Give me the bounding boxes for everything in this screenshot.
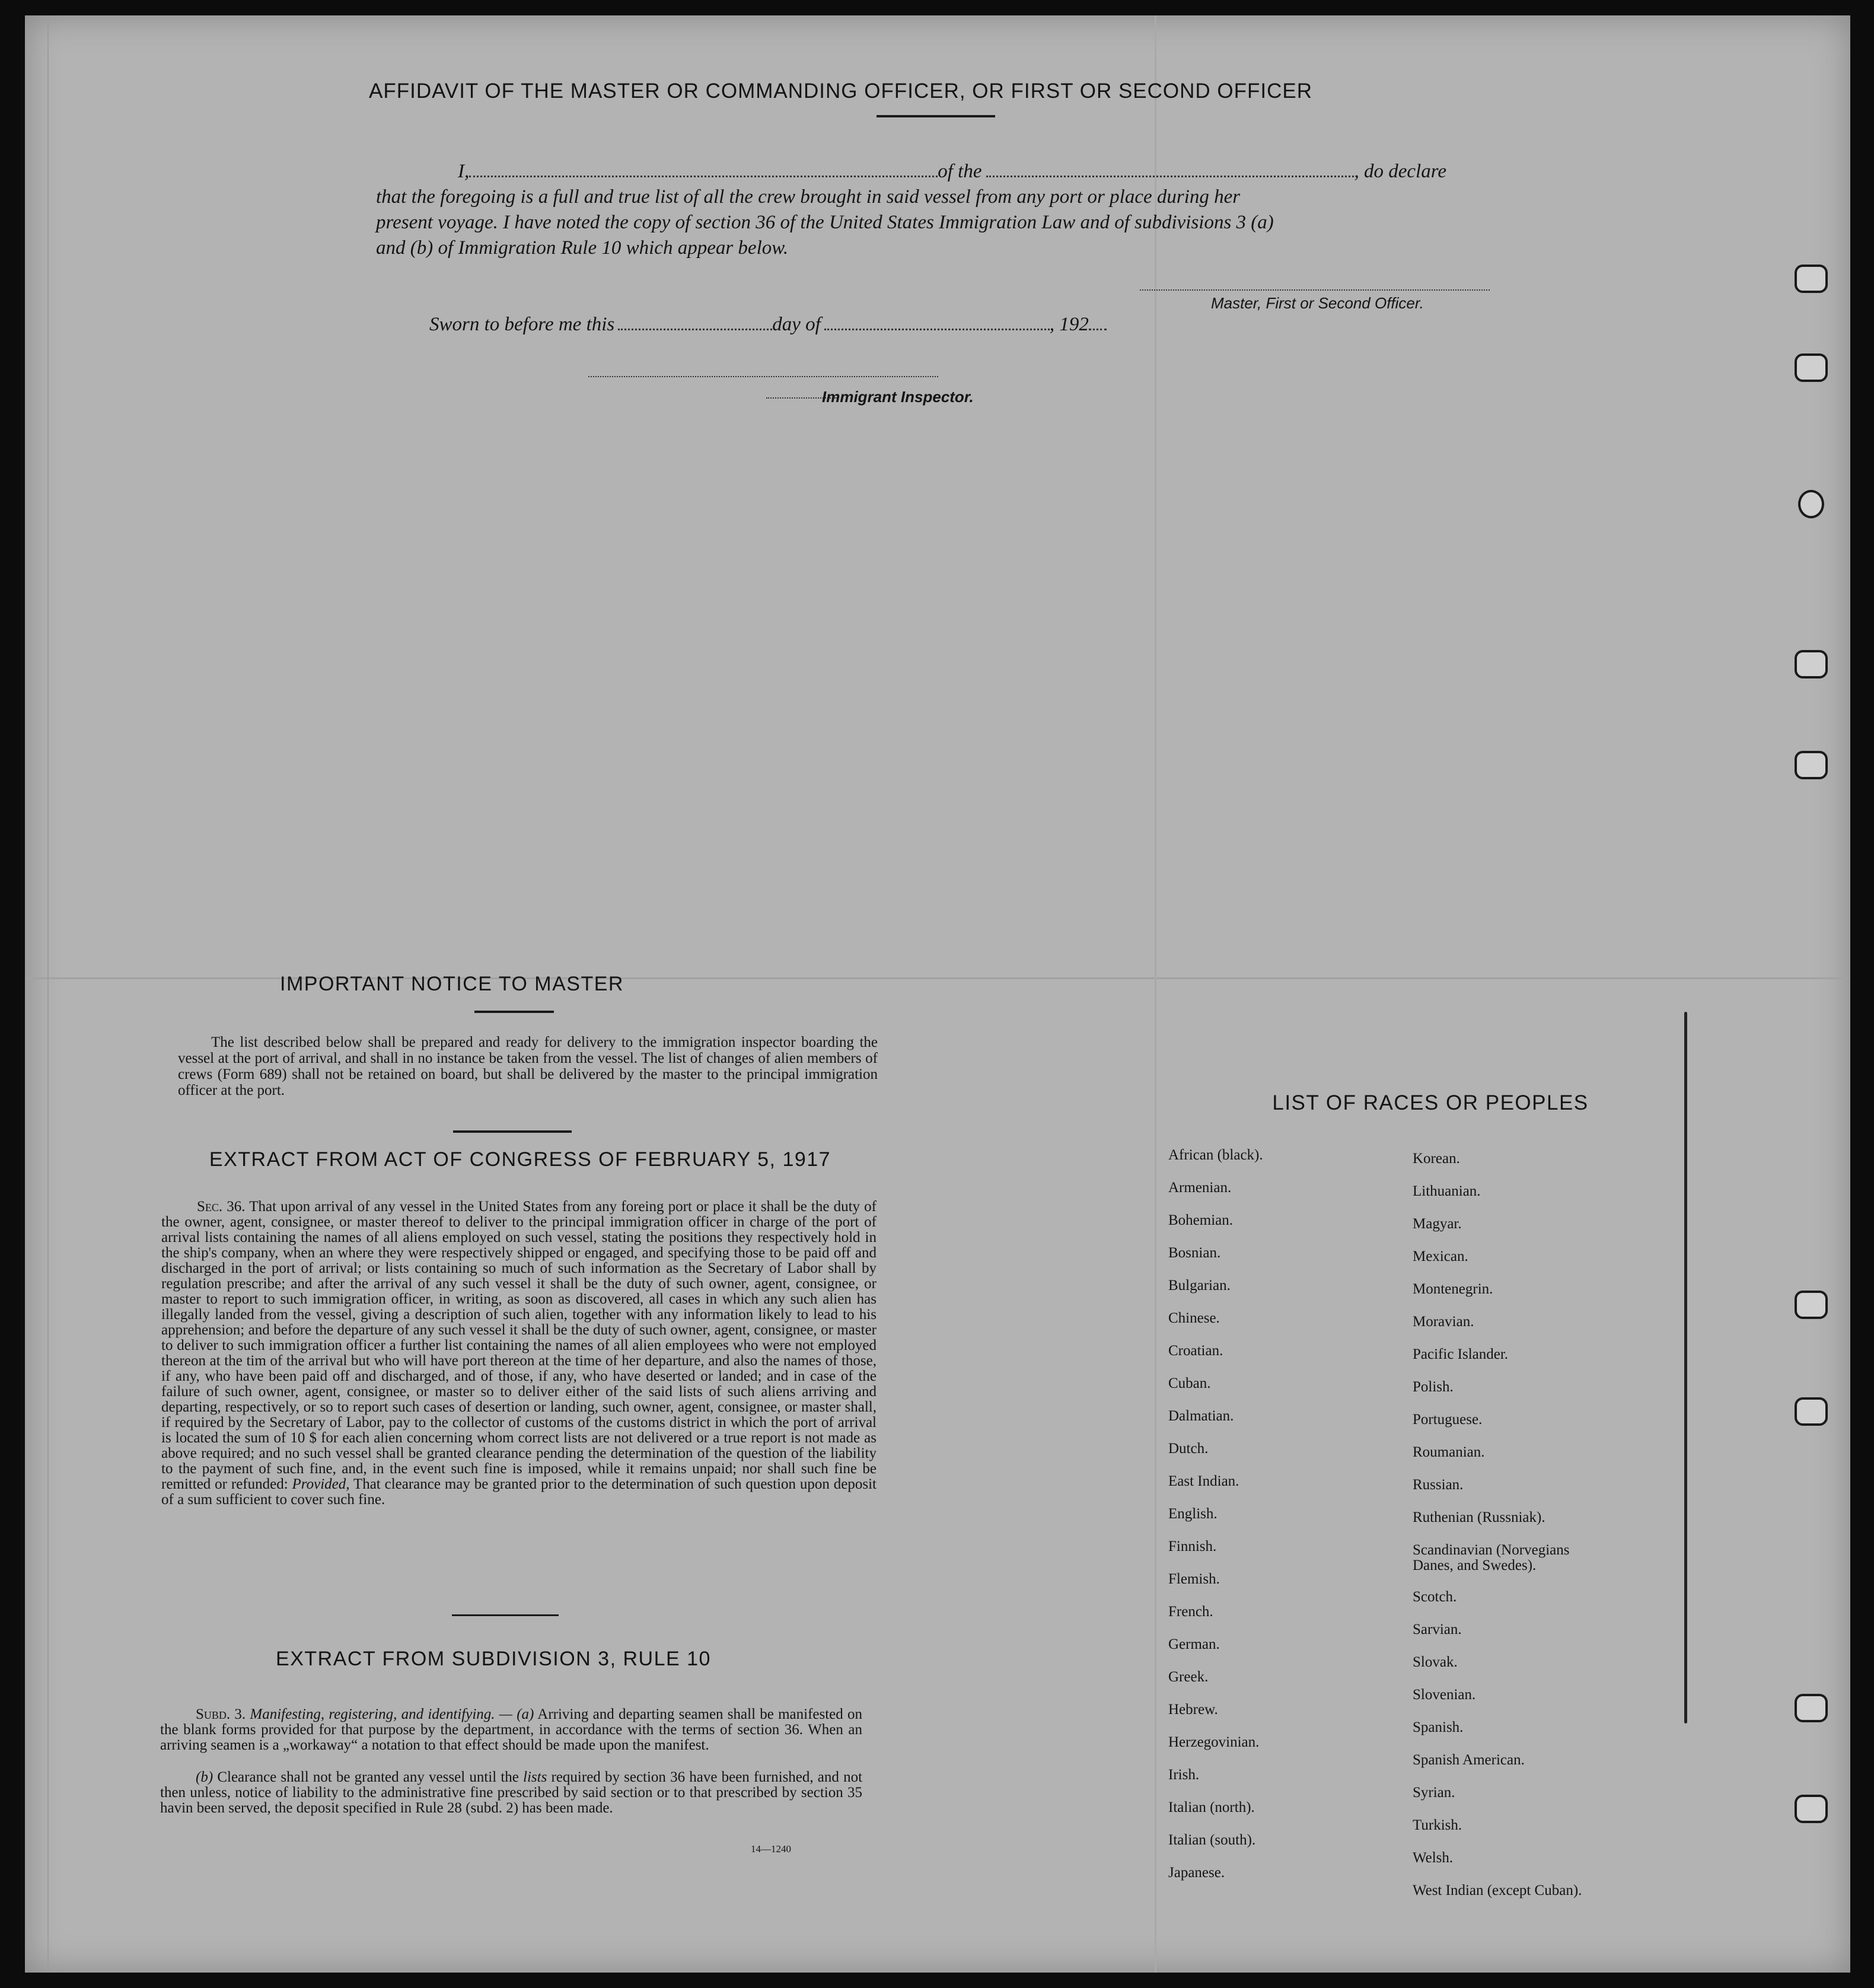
title-underline [877, 115, 995, 117]
race-item: Flemish. [1168, 1571, 1220, 1587]
affidavit-i-label: I, [458, 161, 470, 182]
act-section-label: Sec. 36. [197, 1199, 246, 1215]
sworn-line [429, 312, 1107, 337]
race-item: Roumanian. [1413, 1444, 1485, 1460]
affidavit-line-3: present voyage. I have noted the copy of section 36 of the United States Immigration Law and of subdivisions 3 (a) [376, 212, 1274, 233]
punch-hole [1798, 490, 1824, 518]
race-item: Danes, and Swedes). [1413, 1557, 1537, 1573]
act-title: EXTRACT FROM ACT OF CONGRESS OF FEBRUARY 5, 1917 [209, 1148, 831, 1171]
subd-heading: Manifesting, registering, and identifying. — (a) [250, 1706, 534, 1722]
act-provided-label: Provided, [292, 1476, 350, 1492]
sworn-day-blank [618, 312, 772, 330]
binding-tab [1795, 353, 1828, 382]
race-item: Lithuanian. [1413, 1183, 1481, 1199]
affidavit-line-2: that the foregoing is a full and true list of all the crew brought in said vessel from any port or place during her [376, 186, 1241, 208]
race-item: Spanish. [1413, 1719, 1464, 1735]
name-blank [469, 159, 938, 177]
race-item: Croatian. [1168, 1343, 1223, 1359]
race-item: Cuban. [1168, 1375, 1211, 1391]
race-item: Japanese. [1168, 1865, 1225, 1881]
race-item: Welsh. [1413, 1850, 1454, 1866]
sworn-month-blank [824, 312, 1050, 330]
binding-tab [1795, 650, 1828, 678]
document-page [25, 15, 1850, 1973]
inspector-signature-line [588, 376, 938, 377]
act-text [161, 1199, 877, 1508]
race-item: Ruthenian (Russniak). [1413, 1509, 1545, 1525]
subd-para-a-text: Arriving and departing seamen shall be manifested on the blank forms provided for that purpose by the department, in accordance with the terms of section 36. When an arriving seamen is a „workaway“ a notation to that effect should be made upon the manifest. [160, 1706, 863, 1753]
act-top-rule [453, 1130, 572, 1133]
binding-tab [1795, 751, 1828, 779]
race-item: Polish. [1413, 1379, 1454, 1395]
race-item: Turkish. [1413, 1817, 1462, 1833]
officer-signature-line [1140, 289, 1490, 291]
act-body: That upon arrival of any vessel in the United States from any foreing port or place it shall be the duty of the owner, agent, consignee, or master thereof to deliver to the principal immigration officer in charge of the port of arrival lists containing the names of all aliens employed on such vessel, stating the positions they respectively hold in the ship's company, when an where they were respectively shipped or engaged, and specifying those to be paid off and discharged in the port of arrival; or lists containing so much of such information as the Secretary of Labor shall by regulation prescribe; and after the arrival of any such vessel it shall be the duty of such owner, agent, consignee, or master to report to such immigration officer, in writing, as soon as discovered, all cases in which any such alien has illegally landed from the vessel, giving a description of such alien, together with any information likely to lead to his apprehension; and before the departure of any such vessel it shall be the duty of such owner, agent, consignee, or master to deliver to such immigration officer a further list containing the names of all alien employees who were not employed thereon at the tim of the arrival but who will have port thereon at the time of her departure, and also the names of those, if any, who have been paid off and discharged, and of those, if any, who have deserted or landed; and in case of the failure of such owner, agent, consignee, or master so to deliver either of the said lists of such aliens arriving and departing, respectively, or so to report such cases of desertion or landing, such owner, agent, consignee, or master shall, if required by the Secretary of Labor, pay to the collector of customs of the customs district in which the port of arrival is located the sum of 10 $ for each alien concerning whom correct lists are not delivered or a true report is not made as above required; and no such vessel shall be granted clearance pending the determination of the question of the liability to the payment of such fine, and, in the event such fine is imposed, while it remains unpaid; nor shall such fine be remitted or refunded: [161, 1199, 877, 1492]
affidavit-line-4: and (b) of Immigration Rule 10 which appear below. [376, 237, 789, 259]
binding-tab [1795, 1291, 1828, 1319]
race-item: Chinese. [1168, 1310, 1220, 1326]
sworn-day-of: day of [772, 314, 821, 335]
race-item: Korean. [1413, 1151, 1460, 1167]
race-item: Spanish American. [1413, 1752, 1525, 1768]
subd-para-b-lists: lists [523, 1769, 547, 1785]
officer-label: Master, First or Second Officer. [1211, 294, 1424, 312]
form-number: 14—1240 [751, 1843, 791, 1855]
race-item: Bosnian. [1168, 1245, 1221, 1261]
fold-line-vertical [1155, 15, 1156, 1973]
act-body-end: That clearance may be granted prior to the determination of such question upon deposit of a sum sufficient to cover such fine. [161, 1476, 877, 1508]
race-item: Irish. [1168, 1767, 1200, 1783]
notice-title: IMPORTANT NOTICE TO MASTER [280, 973, 624, 995]
race-item: Slovenian. [1413, 1687, 1476, 1703]
race-item: French. [1168, 1604, 1213, 1620]
race-item: Russian. [1413, 1477, 1464, 1493]
race-item: Dalmatian. [1168, 1408, 1234, 1424]
race-item: Bohemian. [1168, 1212, 1234, 1228]
binding-tab [1795, 1694, 1828, 1722]
race-item: Mexican. [1413, 1248, 1468, 1264]
race-item: Bulgarian. [1168, 1277, 1231, 1294]
race-item: German. [1168, 1636, 1220, 1652]
binding-tab [1795, 265, 1828, 293]
race-item: Slovak. [1413, 1654, 1458, 1670]
race-item: Scotch. [1413, 1589, 1457, 1605]
race-item: Dutch. [1168, 1441, 1209, 1457]
sworn-year-blank [1089, 312, 1107, 330]
affidavit-of-the-label: of the [938, 161, 982, 182]
races-title: LIST OF RACES OR PEOPLES [1272, 1091, 1589, 1114]
race-item: Italian (south). [1168, 1832, 1256, 1848]
notice-underline [474, 1011, 554, 1013]
race-item: East Indian. [1168, 1473, 1239, 1489]
race-item: Magyar. [1413, 1216, 1462, 1232]
race-item: Greek. [1168, 1669, 1209, 1685]
race-item: Moravian. [1413, 1314, 1474, 1330]
subd-para-b-text-2: required by section 36 have been furnished, and not then unless, notice of liability to the administrative fine prescribed by said section or to that prescribed by section 35 havin been served, the deposit specified in Rule 28 (subd. 2) has been made. [160, 1769, 863, 1816]
binding-tab [1795, 1397, 1828, 1426]
race-item: Herzegovinian. [1168, 1734, 1260, 1750]
race-item: Italian (north). [1168, 1799, 1255, 1815]
affidavit-title: AFFIDAVIT OF THE MASTER OR COMMANDING OFFICER, OR FIRST OR SECOND OFFICER [369, 79, 1313, 103]
affidavit-line-1 [458, 159, 1446, 184]
race-item: Montenegrin. [1413, 1281, 1493, 1297]
sworn-year: , 192 [1049, 314, 1089, 335]
race-item: English. [1168, 1506, 1218, 1522]
subdivision-para-a [160, 1707, 862, 1753]
subd-para-b-label: (b) [196, 1769, 213, 1785]
race-item: Pacific Islander. [1413, 1346, 1509, 1362]
binding-tab [1795, 1795, 1828, 1823]
vessel-blank [986, 159, 1354, 177]
race-item: Sarvian. [1413, 1621, 1462, 1637]
race-item: Armenian. [1168, 1180, 1232, 1196]
race-item: Finnish. [1168, 1538, 1217, 1554]
torn-edge [1684, 1012, 1687, 1723]
sworn-prefix: Sworn to before me this [429, 314, 615, 335]
race-item: Syrian. [1413, 1785, 1455, 1801]
inspector-label: Immigrant Inspector. [822, 388, 974, 406]
subdivision-title: EXTRACT FROM SUBDIVISION 3, RULE 10 [276, 1648, 711, 1670]
margin-rule [47, 15, 49, 1973]
race-item: Scandinavian (Norvegians [1413, 1542, 1570, 1558]
subd-para-b-text-1: Clearance shall not be granted any vessel until the [217, 1769, 519, 1785]
subdivision-para-b [160, 1770, 862, 1816]
notice-text: The list described below shall be prepared and ready for delivery to the immigration inspector boarding the vessel at the port of arrival, and shall in no instance be taken from the vessel. The list of changes of alien members of crews (Form 689) shall not be retained on board, but shall be delivered by the master to the principal immigration officer at the port. [178, 1034, 878, 1098]
act-bottom-rule [452, 1614, 559, 1616]
race-item: West Indian (except Cuban). [1413, 1882, 1582, 1898]
race-item: African (black). [1168, 1147, 1263, 1163]
affidavit-declare-label: , do declare [1354, 161, 1446, 182]
subd-label: Subd. 3. [196, 1706, 246, 1722]
race-item: Hebrew. [1168, 1702, 1218, 1718]
race-item: Portuguese. [1413, 1412, 1483, 1428]
